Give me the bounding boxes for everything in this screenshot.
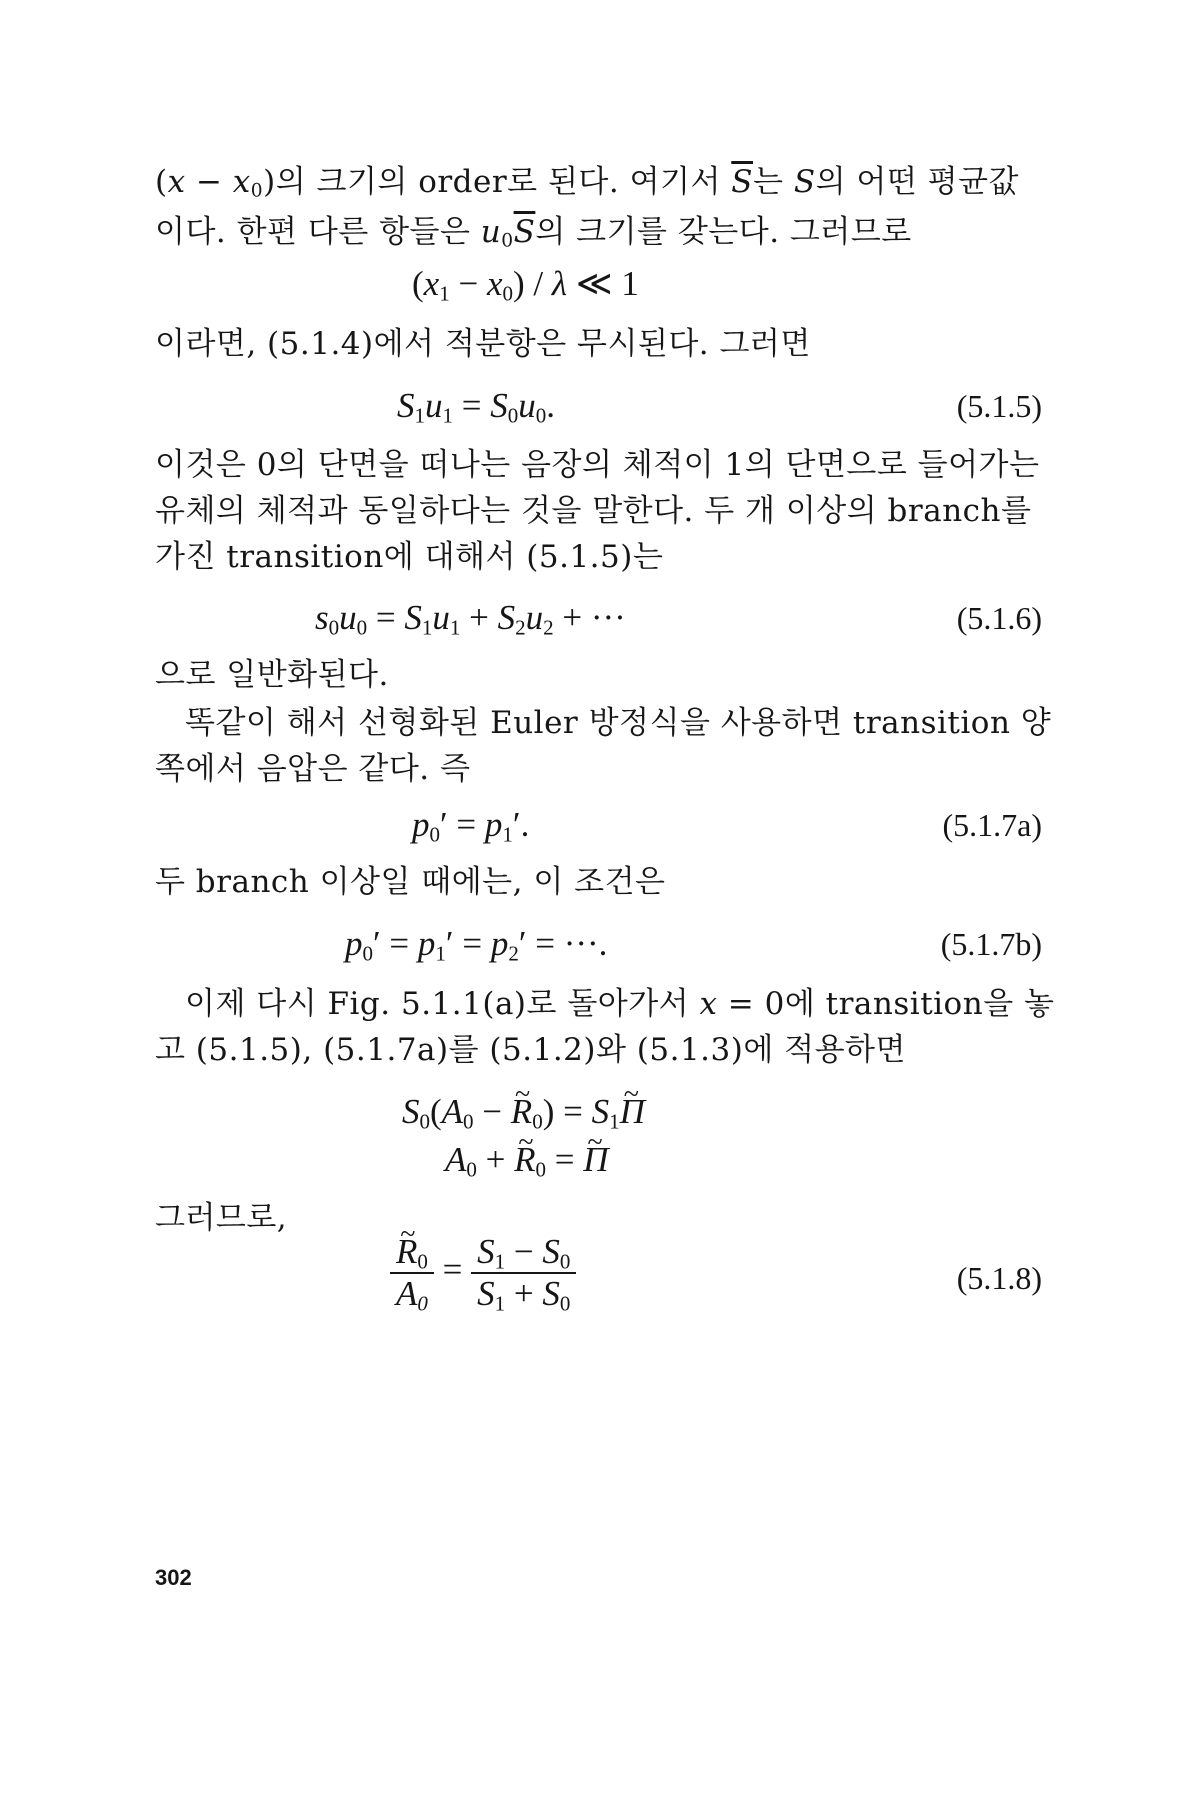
equation-number: (5.1.8) [956,1260,1042,1296]
text-line: 고 (5.1.5), (5.1.7a)를 (5.1.2)와 (5.1.3)에 적용하면 [155,1032,906,1068]
equation-5-1-7a: $p_0' = p_1'$. [412,805,530,847]
text-line: 이제 다시 Fig. 5.1.1(a)로 돌아가서 x = 0에 transition을 놓 [185,986,1055,1022]
equation-number: (5.1.7b) [940,926,1042,962]
equation-system-1: $S_0(A_0$ − ~ $R_0$) = $S_1\sim$ Π [402,1090,645,1134]
text-line: 이다. 한편 다른 항들은 $u_0\overline{S}$의 크기를 갖는다. 그러므로 [155,214,912,252]
text-line: 두 branch 이상일 때에는, 이 조건은 [155,864,666,900]
equation-number: (5.1.5) [956,388,1042,424]
equation-5-1-6: $s_0u_0 = S_1u_1 + S_2u_2$ + ··· [315,598,626,640]
equation-5-1-7b: $p_0' = p_1' = p_2'$ = ···. [345,924,608,966]
equation-5-1-8: ~ $\frac{R_0}{A_0}$ = $\frac{S_1 - S_0}{S_1 + S_0}$ [390,1232,576,1314]
text-line: 그러므로, [155,1200,288,1236]
text-line: 똑같이 해서 선형화된 Euler 방정식을 사용하면 transition 양 [185,705,1052,741]
equation-condition: $(x_1 - x_0) / \lambda$ ≪ 1 [412,264,639,306]
text-line: 이것은 0의 단면을 떠나는 음장의 체적이 1의 단면으로 들어가는 [155,447,1040,483]
text-line: $(x - x_0)$의 크기의 order로 된다. 여기서 $\overline{S}$는 S의 어떤 평균값 [155,164,1019,202]
text-line: 유체의 체적과 동일하다는 것을 말한다. 두 개 이상의 branch를 [155,493,1032,529]
page-number: 302 [155,1565,192,1590]
equation-number: (5.1.6) [956,600,1042,636]
text-line: 가진 transition에 대해서 (5.1.5)는 [155,539,664,575]
equation-5-1-5: $S_1u_1 = S_0u_0$. [397,386,555,428]
text-line: 쪽에서 음압은 같다. 즉 [155,751,471,787]
equation-number: (5.1.7a) [942,807,1042,843]
text-line: 이라면, (5.1.4)에서 적분항은 무시된다. 그러면 [155,326,811,362]
text-line: 으로 일반화된다. [155,657,389,693]
equation-system-2: $A_0$ + ~ $R_0$ = ~ Π [445,1138,609,1182]
